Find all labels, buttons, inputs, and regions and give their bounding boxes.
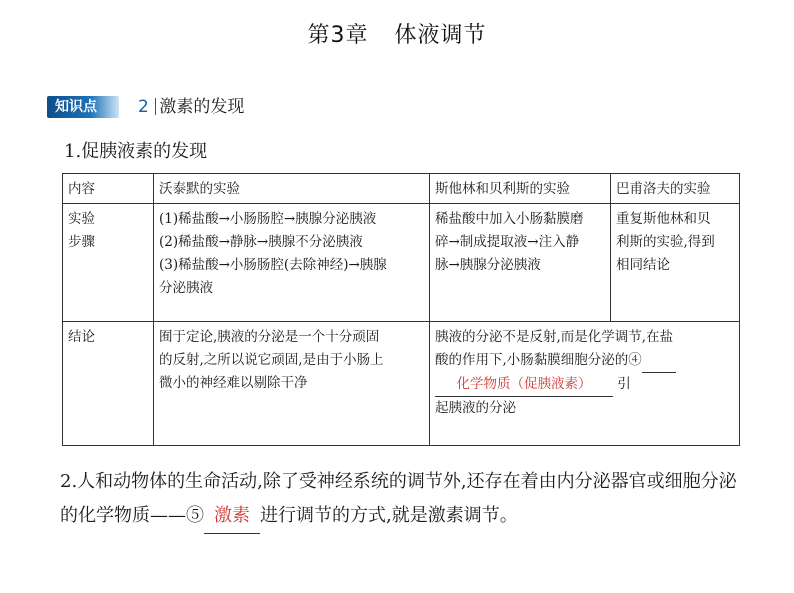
section-1-title: 1.促胰液素的发现 [64, 141, 208, 162]
knowledge-point-badge: 知识点 [47, 96, 119, 118]
wotaimo-steps-cell: (1)稀盐酸→小肠肠腔→胰腺分泌胰液 (2)稀盐酸→静脉→胰腺不分泌胰液 (3)稀盐酸→小肠肠腔(去除神经)→胰腺 分泌胰液 [154, 204, 430, 322]
page-title [0, 18, 794, 49]
knowledge-point-title: 激素的发现 [159, 97, 245, 117]
wotaimo-conclusion-cell: 囿于定论,胰液的分泌是一个十分顽固 的反射,之所以说它顽固,是由于小肠上 微小的神经难以剔除干净 [154, 322, 430, 446]
pavlov-steps-cell: 重复斯他林和贝 利斯的实验,得到 相同结论 [611, 204, 740, 322]
answer-blank-5 [204, 499, 260, 534]
table-row-steps [63, 204, 740, 322]
section-2-paragraph: 2.人和动物体的生命活动,除了受神经系统的调节外,还存在着由内分泌器官或细胞分泌的化学物质——⑤ 激素 进行调节的方式,就是激素调节。 [60, 465, 750, 534]
experiment-table [62, 173, 740, 446]
chapter-number: 第3章 [307, 23, 369, 48]
answer-blank-4-start [642, 349, 676, 373]
header-cell: 巴甫洛夫的实验 [611, 174, 740, 204]
knowledge-point-heading [138, 96, 244, 118]
answer-blank-4 [435, 373, 613, 397]
table-header-row [63, 174, 740, 204]
stalin-conclusion-cell: 胰液的分泌不是反射,而是化学调节,在盐 酸的作用下,小肠黏膜细胞分泌的④ 化学物质（促胰液素） 引 起胰液的分泌 [430, 322, 740, 446]
table-row-conclusion [63, 322, 740, 446]
answer-5-text: 激素 [214, 505, 250, 526]
row-label-conclusion: 结论 [63, 322, 154, 446]
header-cell: 内容 [63, 174, 154, 204]
divider [155, 98, 157, 115]
header-cell: 斯他林和贝利斯的实验 [430, 174, 611, 204]
row-label-steps: 实验 步骤 [63, 204, 154, 322]
answer-4-text: 化学物质（促胰液素） [456, 376, 592, 392]
stalin-steps-cell: 稀盐酸中加入小肠黏膜磨 碎→制成提取液→注入静 脉→胰腺分泌胰液 [430, 204, 611, 322]
header-cell: 沃泰默的实验 [154, 174, 430, 204]
knowledge-point-number: 2 [138, 97, 149, 117]
chapter-title: 体液调节 [394, 23, 487, 48]
